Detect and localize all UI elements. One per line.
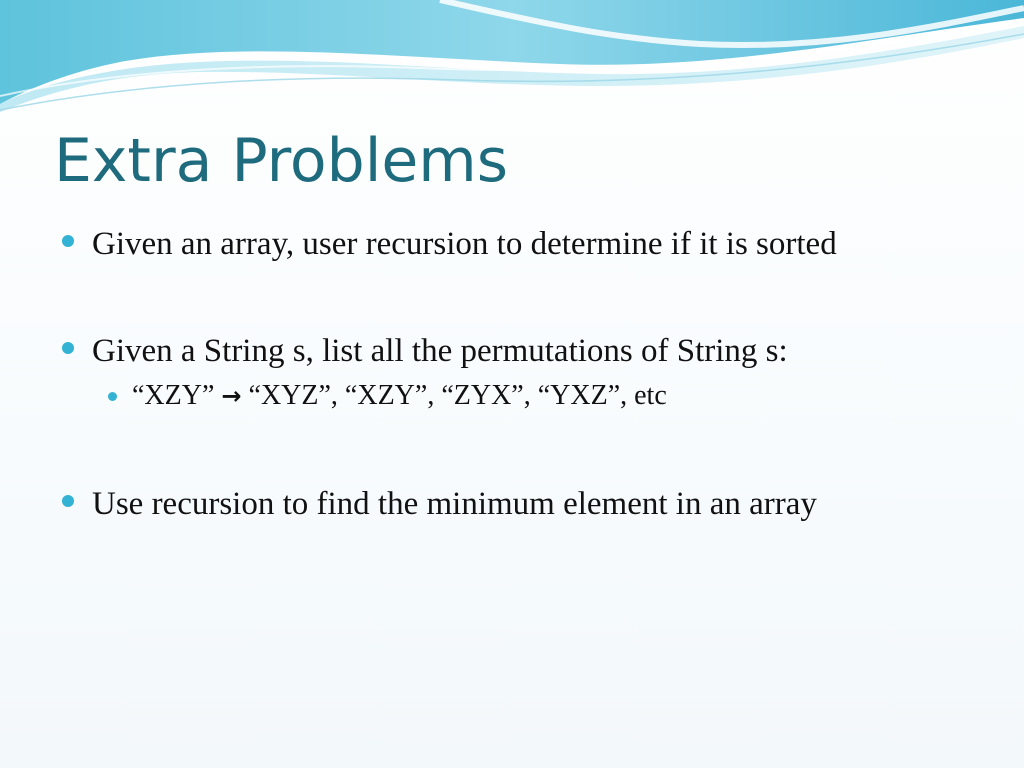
bullet-dot-icon xyxy=(62,235,74,247)
bullet-dot-icon xyxy=(62,342,74,354)
sub-bullet-after: “XYZ”, “XZY”, “ZYX”, “YXZ”, etc xyxy=(248,380,667,411)
right-arrow-icon: → xyxy=(221,382,242,410)
bullet-text-2: Given a String s, list all the permutations of String s: xyxy=(92,333,788,369)
bullet-dot-icon xyxy=(62,495,74,507)
sub-bullet-dot-icon xyxy=(108,392,117,401)
sub-bullet-item xyxy=(60,374,960,418)
slide-title: Extra Problems xyxy=(54,126,509,196)
bullet-item-1 xyxy=(60,222,960,267)
header-wave-decoration xyxy=(0,0,1024,130)
bullet-list xyxy=(60,222,960,527)
sub-bullet-before: “XZY” xyxy=(132,380,215,411)
bullet-item-2 xyxy=(60,329,960,374)
bullet-text-1: Given an array, user recursion to determine if it is sorted xyxy=(92,226,837,262)
bullet-text-3: Use recursion to find the minimum element in an array xyxy=(92,486,817,522)
bullet-item-3 xyxy=(60,482,960,527)
